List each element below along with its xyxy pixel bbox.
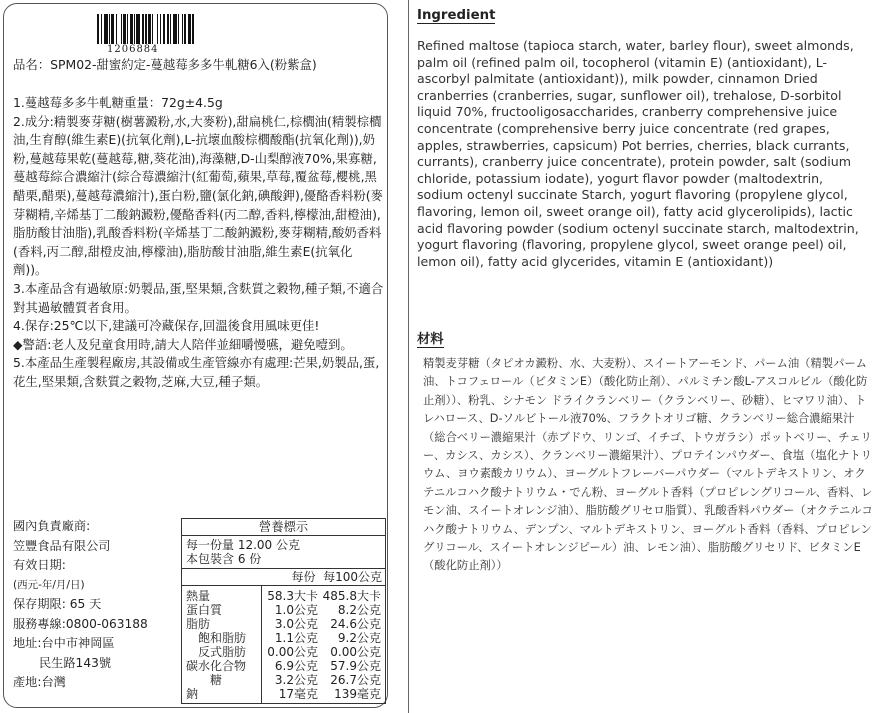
nutrient-per-serving: 1.1公克 — [274, 631, 318, 645]
nutrition-row — [182, 673, 385, 687]
product-name: 品名：SPM02-甜蜜約定-蔓越莓多多牛軋糖6入(粉紫盒) — [13, 57, 317, 72]
item-warning: ◆警語:老人及兒童食用時,請大人陪伴並細嚼慢嚥，避免噎到。 — [13, 336, 353, 352]
nutrient-per-serving: 0.00公克 — [267, 645, 318, 659]
nutrition-row — [182, 631, 385, 645]
shelf-life: 保存期限: 65 天 — [13, 597, 102, 611]
serving-size: 每一份量 12.00 公克 — [186, 538, 300, 552]
english-ingredients: Refined maltose (tapioca starch, water, barley flour), sweet almonds, palm oil (refined palm oil, tocopherol (vitamin E) (antioxidant), L-ascorbyl palmitate (antioxidant)), milk powder, cinnamon Dried cranberries (cranberries, sugar, sunflower oil), trehalose, D-sorbitol liquid 70%, fructooligosaccharides, cranberry comprehensive juice concentrate (comprehensive berry juice concentrate (red grapes, apples, strawberries, capsicum) Pot berries, cherries, black currants, currants), cranberry juice concentrate), protein powder, salt (sodium chloride, potassium iodate), yogurt flavor powder (maltodextrin, sodium octenyl succinate Starch, yogurt flavoring (propylene glycol, flavoring, lemon oil, sweet orange oil), fatty acid glycerolipids), lactic acid flavoring powder (sodium octenyl succinate starch, maltodextrin, yogurt flavoring (flavoring, propylene glycol, sweet orange peel) oil, lemon oil), fatty acid glycerides, vitamin E (antioxidant)) — [417, 38, 859, 269]
nutrient-per-100g: 139毫克 — [334, 687, 381, 701]
nutrient-per-100g: 0.00公克 — [330, 645, 381, 659]
nutrient-per-100g: 485.8大卡 — [322, 589, 381, 603]
translation-panel — [408, 0, 891, 713]
nutrient-per-serving: 1.0公克 — [274, 603, 318, 617]
nutrient-name: 蛋白質 — [186, 603, 223, 617]
nutrition-rows — [182, 586, 385, 703]
nutrient-per-100g: 57.9公克 — [330, 659, 381, 673]
japanese-heading: 材料 — [417, 332, 444, 347]
nutrient-per-serving: 6.9公克 — [274, 659, 318, 673]
nutrition-row — [182, 659, 385, 673]
barcode-image — [97, 14, 247, 44]
nutrient-per-100g: 26.7公克 — [330, 673, 381, 687]
nutrition-table — [181, 518, 386, 704]
expiry-label: 有效日期: — [13, 558, 66, 572]
serving-info — [182, 536, 385, 569]
nutrient-per-100g: 24.6公克 — [330, 617, 381, 631]
nutrition-row — [182, 687, 385, 701]
ingredient-heading: Ingredient — [417, 8, 496, 23]
japanese-ingredients: 精製麦芽糖（タピオカ澱粉、水、大麦粉）、スイートアーモンド、パーム油（精製パーム油、トコフェロール（ビタミンE）（酸化防止剤）、パルミチン酸L-アスコルビル（酸化防止剤））、粉乳、シナモン ドライクランベリー（クランベリー、砂糖）、ヒマワリ油）、トレハロース、D-ソルビトール液70%、フラクトオリゴ糖、クランベリー総合濃縮果汁（総合ベリー濃縮果汁（赤ブドウ、リンゴ、イチゴ、トウガラシ）ポットベリー、チェリー、カシス、カシス）、クランベリー濃縮果汁）、プロテインパウダー、食塩（塩化ナトリウム、ヨウ素酸カリウム）、ヨーグルトフレーバーパウダー（マルトデキストリン、オクテニルコハク酸ナトリウム・でん粉、ヨーグルト香料（プロピレングリコール、香料、レモン油、スイートオレンジ油）、脂肪酸グリセロ脂質）、乳酸香料パウダー（オクテニルコハク酸ナトリウム、デンプン、マルトデキストリン、ヨーグルト香料（香料、プロピレングリコール、スイートオレンジピール）油、レモン油）、脂肪酸グリセリド、ビタミンE（酸化防止剤）） — [423, 357, 873, 573]
nutrient-name: 糖 — [210, 673, 223, 687]
company-name: 笠豐食品有限公司 — [13, 538, 111, 553]
nutrition-row — [182, 603, 385, 617]
address-line1: 地址:台中市神岡區 — [13, 636, 115, 650]
nutrient-name: 熱量 — [186, 589, 211, 603]
nutrient-name: 反式脂肪 — [198, 645, 247, 659]
nutrition-row — [182, 589, 385, 603]
manufacturer-info — [13, 517, 188, 693]
nutrition-title: 營養標示 — [182, 519, 385, 536]
col-per-100g: 每100公克 — [323, 570, 382, 584]
origin: 產地:台灣 — [13, 675, 66, 689]
item-facility: 5.本產品生產製程廠房,其設備或生產管線亦有處理:芒果,奶製品,蛋,花生,堅果類,含麩質之穀物,芝麻,大豆,種子類。 — [13, 355, 380, 389]
nutrition-column-header — [182, 569, 385, 586]
nutrient-per-serving: 3.0公克 — [274, 617, 318, 631]
manufacturer-label: 國內負責廠商: — [13, 519, 91, 533]
nutrient-name: 鈉 — [186, 687, 199, 701]
nutrient-per-100g: 9.2公克 — [337, 631, 381, 645]
barcode-number: 1206884 — [107, 44, 159, 55]
item-storage: 4.保存:25℃以下,建議可冷藏保存,回溫後食用風味更佳! — [13, 318, 320, 334]
service-hotline: 服務專線:0800-063188 — [13, 616, 148, 631]
expiry-format: (西元-年/月/日) — [13, 578, 85, 591]
nutrition-row — [182, 645, 385, 659]
item-ingredients: 2.成分:精製麥芽糖(樹薯澱粉,水,大麥粉),甜扁桃仁,棕櫚油(精製棕櫚油,生育醇(維生素E)(抗氧化劑),L-抗壞血酸棕櫚酸酯(抗氧化劑)),奶粉,蔓越莓果乾(蔓越莓,糖,葵花油),海藻糖,D-山梨醇液70%,果寡糖,蔓越莓綜合濃縮汁(綜合莓濃縮汁(紅葡萄,蘋果,草莓,覆盆莓,櫻桃,黑醋栗,醋栗),蔓越莓濃縮汁),蛋白粉,鹽(氯化鈉,碘酸鉀),優酪香料粉(麥芽糊精,辛烯基丁二酸鈉澱粉,優酪香料(丙二醇,香料,檸檬油,甜橙油),脂肪酸甘油脂),乳酸香料粉(辛烯基丁二酸鈉澱粉,麥芽糊精,酸奶香料(香料,丙二醇,甜橙皮油,檸檬油),脂肪酸甘油脂,維生素E(抗氧化劑))。 — [13, 113, 383, 278]
item-allergens: 3.本產品含有過敏原:奶製品,蛋,堅果類,含麩質之穀物,種子類,不適合對其過敏體質者食用。 — [13, 280, 384, 315]
col-per-serving: 每份 — [291, 570, 316, 584]
nutrient-name: 脂肪 — [186, 617, 211, 631]
nutrient-per-serving: 58.3大卡 — [267, 589, 318, 603]
item-weight: 1.蔓越莓多多牛軋糖重量：72g±4.5g — [13, 95, 223, 110]
servings-per-pack: 本包裝含 6 份 — [186, 552, 262, 566]
nutrient-name: 飽和脂肪 — [198, 631, 247, 645]
address-line2: 民生路143號 — [39, 655, 112, 670]
nutrient-per-serving: 3.2公克 — [274, 673, 318, 687]
label-items — [13, 94, 385, 392]
chinese-label-panel — [3, 3, 388, 708]
nutrient-per-serving: 17毫克 — [278, 687, 318, 701]
nutrient-per-100g: 8.2公克 — [337, 603, 381, 617]
nutrient-name: 碳水化合物 — [186, 659, 247, 673]
nutrition-row — [182, 617, 385, 631]
